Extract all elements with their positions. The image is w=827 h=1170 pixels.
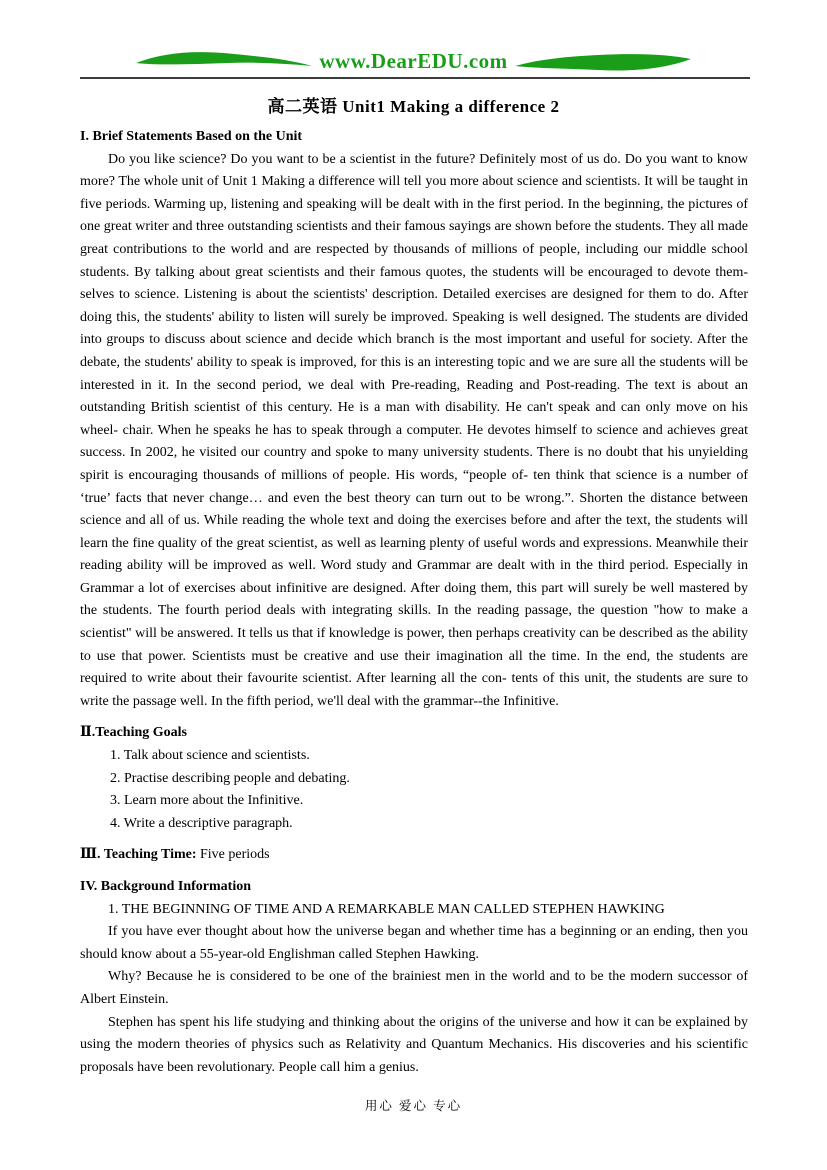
section-3-label: Ⅲ. Teaching Time:	[80, 847, 197, 863]
background-paragraph-2: Why? Because he is considered to be one of the brainiest men in the world and to be the modern successor of Albert Einstein.	[80, 969, 748, 1007]
teaching-goal-4: 4. Write a descriptive paragraph.	[110, 815, 293, 831]
background-paragraph-1: If you have ever thought about how the universe began and whether time has a beginning or an ending, then you should know about a 55-year-old Englishman called Stephen Hawking.	[80, 924, 748, 962]
section-1-heading: I. Brief Statements Based on the Unit	[80, 129, 303, 144]
section-3-value: Five periods	[196, 847, 270, 863]
section-2-heading: Ⅱ.Teaching Goals	[80, 725, 187, 741]
logo-swoosh-right-icon	[514, 49, 692, 73]
teaching-goal-1: 1. Talk about science and scientists.	[110, 748, 310, 764]
section-4-subheading: 1. THE BEGINNING OF TIME AND A REMARKABLE MAN CALLED STEPHEN HAWKING	[108, 901, 665, 917]
background-paragraph-3: Stephen has spent his life studying and thinking about the origins of the universe and how it can be explained by using the modern theories of physics such as Relativity and Quantum Mechanics. His discoveries and his scientific proposals have been revolutionary. People call him a genius.	[80, 1014, 748, 1075]
section-4-heading: IV. Background Information	[80, 879, 252, 894]
page-footer	[0, 1096, 827, 1114]
section-3-heading	[80, 844, 748, 867]
document-body	[0, 126, 827, 1079]
header-divider	[80, 77, 750, 79]
logo-swoosh-left-icon	[135, 49, 313, 73]
footer-motto: 用心 爱心 专心	[364, 1099, 463, 1113]
site-url: www.DearEDU.com	[319, 49, 508, 73]
page-header	[0, 0, 827, 79]
section-1-paragraph: Do you like science? Do you want to be a scientist in the future? Definitely most of us do. Do you want to know more? The whole unit of Unit 1 Making a difference will tell you more about science and scientists. It will be taught in five periods. Warming up, listening and speaking will be dealt with in the first period. In the beginning, the pictures of one great writer and three outstanding scientists and their famous sayings are shown before the students. They all made great contributions to the world and are respected by thousands of millions of people, including our middle school students. By talking about great scientists and their famous quotes, the students will be encouraged to devote them- selves to science. Listening is about the scientists' description. Detailed exercises are designed for them to do. After doing this, the students' ability to listen will surely be improved. Speaking is well designed. The students are divided into groups to discuss about science and decide which branch is the most important and useful for society. After the debate, the students' ability to speak is improved, for this is an interesting topic and we are sure all the students will be interested in it. In the second period, we deal with Pre-reading, Reading and Post-reading. The text is about an outstanding British scientist of this century. He is a man with disability. He can't speak and can only move on his wheel- chair. When he speaks he has to speak through a computer. He devotes himself to science and achieves great success. In 2002, he visited our country and spoke to many university students. There is no doubt that his unyielding spirit is encouraging thousands of millions of people. His words, “people of- ten think that science is a number of ‘true’ facts that never change… and even the best theory can turn out to be wrong.”. Shorten the distance between science and all of us. While reading the whole text and doing the exercises before and after the text, the students will learn the fine quality of the great scientist, as well as learning plenty of useful words and expressions. Meanwhile their reading ability will be improved as well. Word study and Grammar are dealt with in the third period. Especially in Grammar a lot of exercises about infinitive are designed. After doing them, this part will surely be well mastered by the students. The fourth period deals with integrating skills. In the reading passage, the question "how to make a scientist" will be answered. It tells us that if knowledge is power, then perhaps creativity can be described as the ability to use that power. Scientists must be creative and use their imagination all the time. In the end, the students are required to write about their favourite scientist. After learning all the con- tents of this unit, the students are sure to write the passage well. In the fifth period, we'll deal with the grammar--the Infinitive.	[80, 151, 748, 709]
teaching-goal-3: 3. Learn more about the Infinitive.	[110, 793, 304, 809]
dearedu-logo	[0, 46, 827, 76]
document-title: 高二英语 Unit1 Making a difference 2	[267, 97, 560, 116]
teaching-goal-2: 2. Practise describing people and debating.	[110, 770, 350, 786]
